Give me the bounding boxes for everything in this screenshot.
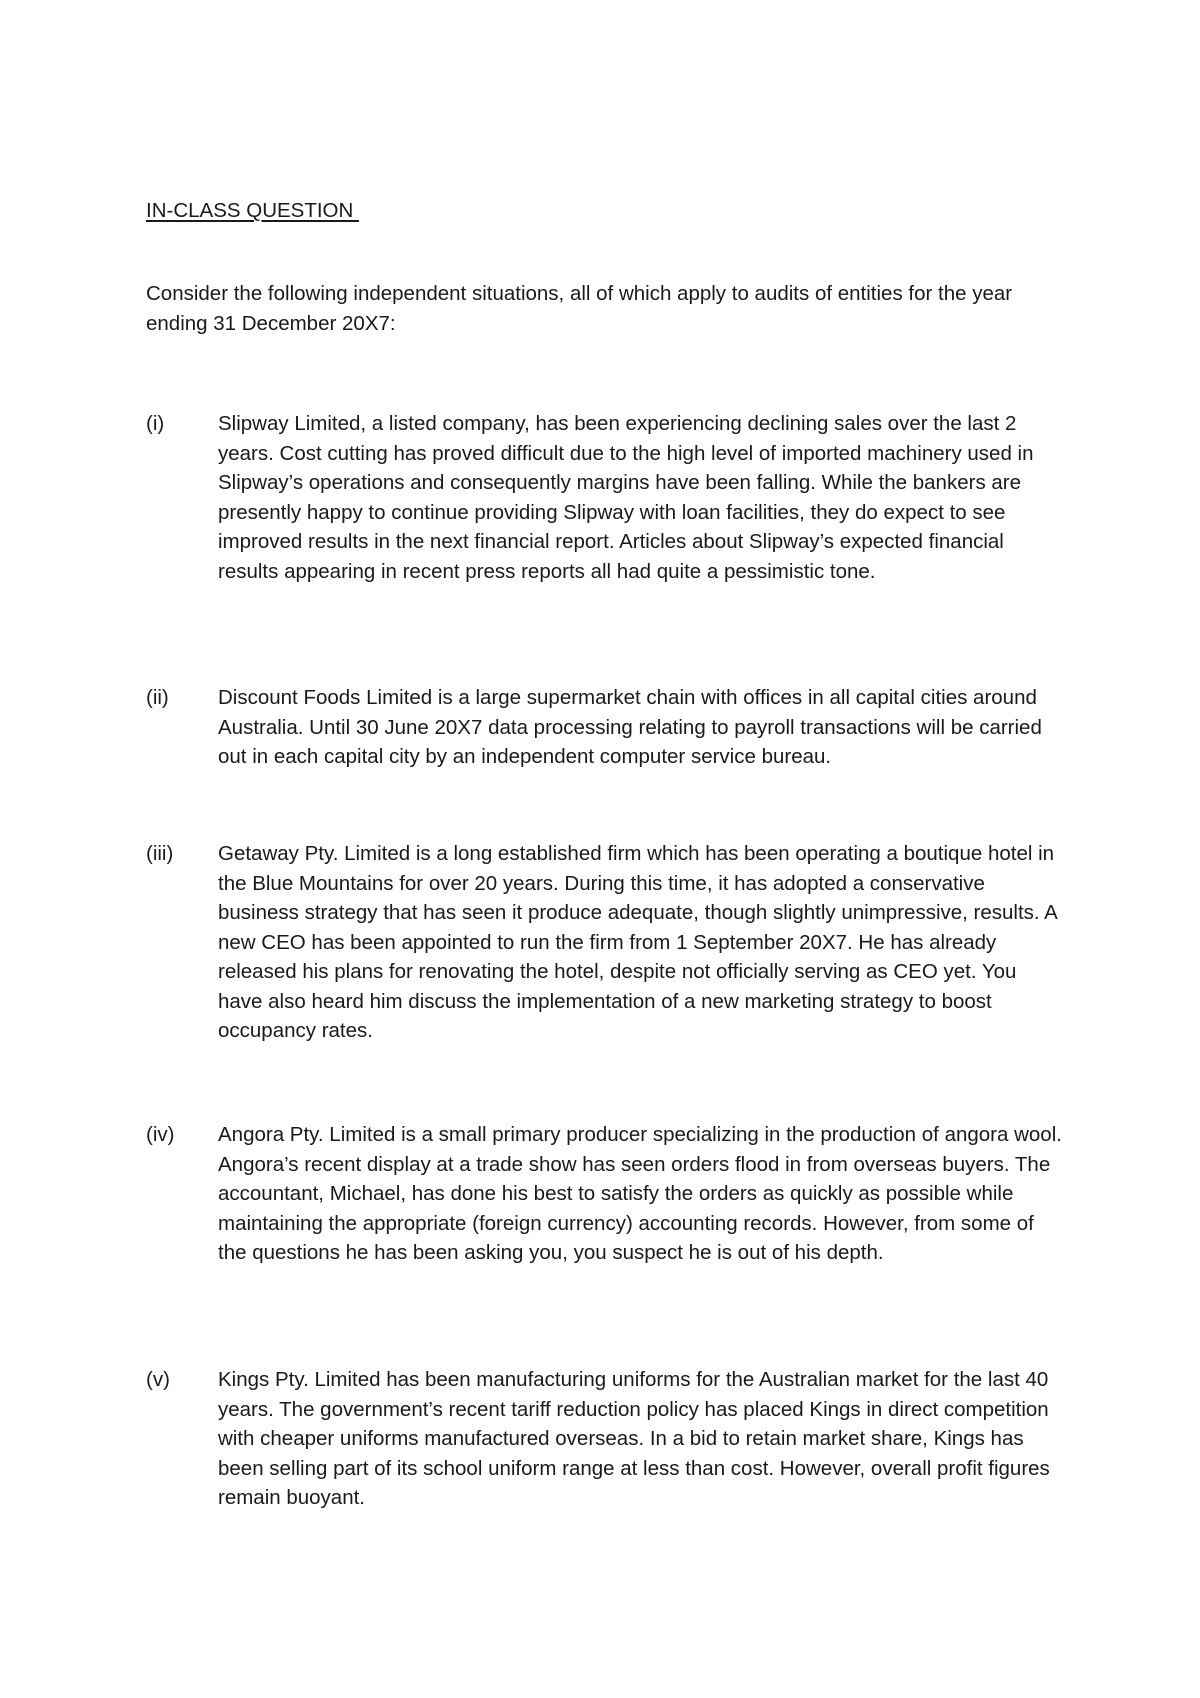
item-text: Kings Pty. Limited has been manufacturing uniforms for the Australian market for the last 40 years. The government’s recent tariff reduction policy has placed Kings in direct competition with cheaper uniforms manufactured overseas. In a bid to retain market share, Kings has been selling part of its school uniform range at less than cost. However, overall profit figures remain buoyant. [218,1368,1050,1509]
situation-item-v [146,1365,1066,1513]
situation-item-iv [146,1120,1066,1268]
item-text: Getaway Pty. Limited is a long established firm which has been operating a boutique hotel in the Blue Mountains for over 20 years. During this time, it has adopted a conservative business strategy that has seen it produce adequate, though slightly unimpressive, results. A new CEO has been appointed to run the firm from 1 September 20X7. He has already released his plans for renovating the hotel, despite not officially serving as CEO yet. You have also heard him discuss the implementation of a new marketing strategy to boost occupancy rates. [218,842,1057,1042]
document-heading: IN-CLASS QUESTION [146,199,360,222]
item-text: Slipway Limited, a listed company, has been experiencing declining sales over the last 2 years. Cost cutting has proved difficult due to the high level of imported machinery used in Slipway’s operations and consequently margins have been falling. While the bankers are presently happy to continue providing Slipway with loan facilities, they do expect to see improved results in the next financial report. Articles about Slipway’s expected financial results appearing in recent press reports all had quite a pessimistic tone. [218,412,1034,583]
item-number: (ii) [146,686,169,709]
intro-paragraph: Consider the following independent situations, all of which apply to audits of entities for the year ending 31 December 20X7: [146,282,1013,335]
situation-item-iii [146,839,1066,1046]
item-number: (iv) [146,1123,175,1146]
item-number: (iii) [146,842,174,865]
item-text: Discount Foods Limited is a large supermarket chain with offices in all capital cities around Australia. Until 30 June 20X7 data processing relating to payroll transactions will be carried out in each capital city by an independent computer service bureau. [218,686,1042,768]
situation-item-i [146,409,1066,586]
item-number: (v) [146,1368,170,1391]
item-text: Angora Pty. Limited is a small primary producer specializing in the production of angora wool. Angora’s recent display at a trade show has seen orders flood in from overseas buyers. The accountant, Michael, has done his best to satisfy the orders as quickly as possible while maintaining the appropriate (foreign currency) accounting records. However, from some of the questions he has been asking you, you suspect he is out of his depth. [218,1123,1062,1264]
item-number: (i) [146,412,165,435]
situation-item-ii [146,683,1066,772]
